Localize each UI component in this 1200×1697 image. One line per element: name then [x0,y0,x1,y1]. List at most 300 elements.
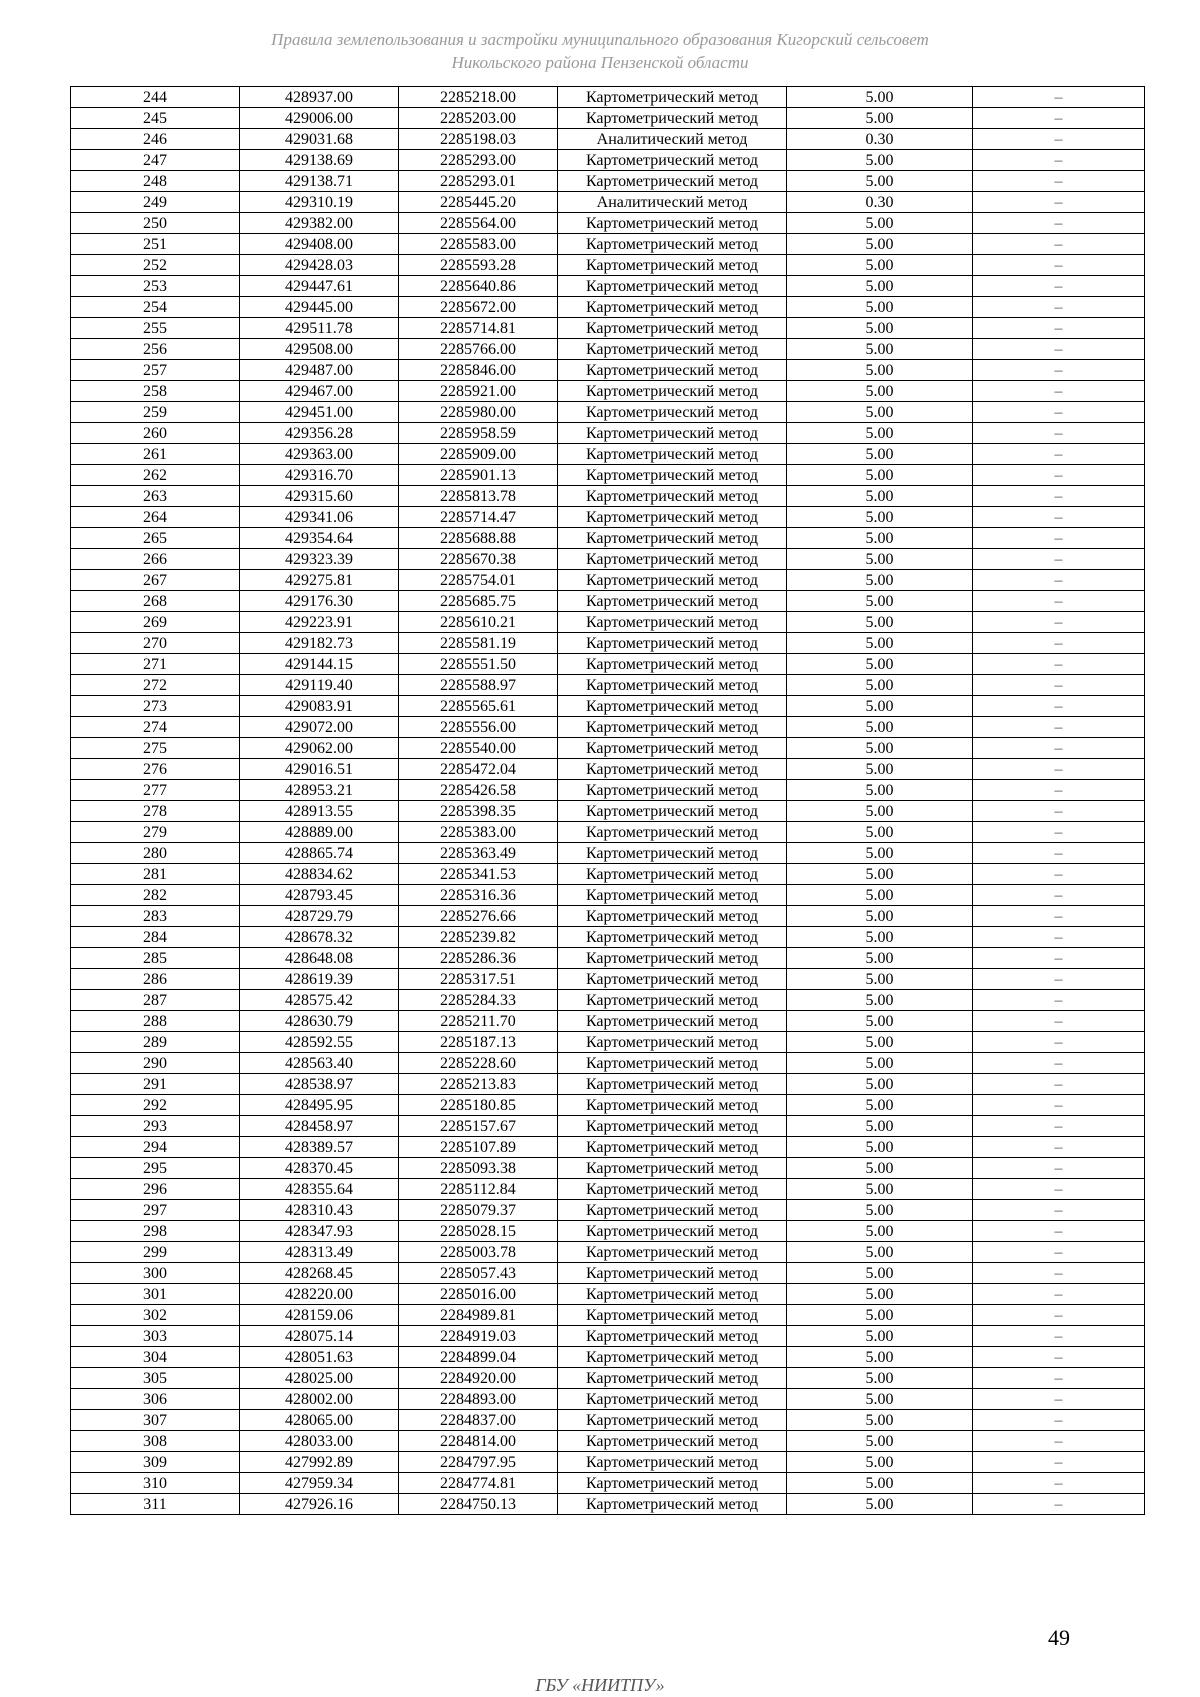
point-number-cell: 265 [71,528,240,549]
point-number-cell: 286 [71,969,240,990]
note-cell: – [973,486,1145,507]
x-coordinate-cell: 428953.21 [240,780,399,801]
method-cell: Картометрический метод [558,1389,787,1410]
x-coordinate-cell: 429119.40 [240,675,399,696]
point-number-cell: 260 [71,423,240,444]
table-row [71,591,1145,612]
x-coordinate-cell: 428913.55 [240,801,399,822]
accuracy-cell: 5.00 [787,1032,973,1053]
point-number-cell: 307 [71,1410,240,1431]
point-number-cell: 248 [71,171,240,192]
method-cell: Картометрический метод [558,1347,787,1368]
x-coordinate-cell: 429323.39 [240,549,399,570]
table-row [71,1263,1145,1284]
table-row [71,297,1145,318]
table-row [71,150,1145,171]
note-cell: – [973,150,1145,171]
point-number-cell: 254 [71,297,240,318]
accuracy-cell: 0.30 [787,129,973,150]
point-number-cell: 270 [71,633,240,654]
table-row [71,1221,1145,1242]
y-coordinate-cell: 2285445.20 [399,192,558,213]
note-cell: – [973,906,1145,927]
x-coordinate-cell: 428793.45 [240,885,399,906]
accuracy-cell: 5.00 [787,1494,973,1515]
note-cell: – [973,402,1145,423]
y-coordinate-cell: 2285564.00 [399,213,558,234]
note-cell: – [973,213,1145,234]
x-coordinate-cell: 428592.55 [240,1032,399,1053]
point-number-cell: 276 [71,759,240,780]
table-row [71,864,1145,885]
y-coordinate-cell: 2285228.60 [399,1053,558,1074]
table-row [71,339,1145,360]
point-number-cell: 264 [71,507,240,528]
y-coordinate-cell: 2285239.82 [399,927,558,948]
method-cell: Картометрический метод [558,591,787,612]
note-cell: – [973,129,1145,150]
note-cell: – [973,1326,1145,1347]
accuracy-cell: 5.00 [787,171,973,192]
method-cell: Картометрический метод [558,1221,787,1242]
point-number-cell: 302 [71,1305,240,1326]
point-number-cell: 251 [71,234,240,255]
x-coordinate-cell: 428729.79 [240,906,399,927]
method-cell: Картометрический метод [558,822,787,843]
method-cell: Картометрический метод [558,276,787,297]
table-row [71,549,1145,570]
method-cell: Картометрический метод [558,1158,787,1179]
accuracy-cell: 5.00 [787,381,973,402]
point-number-cell: 309 [71,1452,240,1473]
x-coordinate-cell: 428937.00 [240,87,399,108]
accuracy-cell: 5.00 [787,759,973,780]
note-cell: – [973,1263,1145,1284]
table-row [71,381,1145,402]
point-number-cell: 296 [71,1179,240,1200]
point-number-cell: 289 [71,1032,240,1053]
accuracy-cell: 5.00 [787,780,973,801]
accuracy-cell: 5.00 [787,549,973,570]
method-cell: Картометрический метод [558,1242,787,1263]
note-cell: – [973,108,1145,129]
table-row [71,1242,1145,1263]
method-cell: Картометрический метод [558,612,787,633]
method-cell: Картометрический метод [558,738,787,759]
table-row [71,1305,1145,1326]
accuracy-cell: 5.00 [787,1347,973,1368]
x-coordinate-cell: 428865.74 [240,843,399,864]
note-cell: – [973,570,1145,591]
point-number-cell: 304 [71,1347,240,1368]
method-cell: Картометрический метод [558,570,787,591]
accuracy-cell: 5.00 [787,1095,973,1116]
x-coordinate-cell: 428889.00 [240,822,399,843]
method-cell: Картометрический метод [558,297,787,318]
note-cell: – [973,822,1145,843]
point-number-cell: 305 [71,1368,240,1389]
note-cell: – [973,1011,1145,1032]
x-coordinate-cell: 428347.93 [240,1221,399,1242]
table-row [71,318,1145,339]
point-number-cell: 268 [71,591,240,612]
accuracy-cell: 5.00 [787,1200,973,1221]
x-coordinate-cell: 428458.97 [240,1116,399,1137]
note-cell: – [973,465,1145,486]
point-number-cell: 258 [71,381,240,402]
x-coordinate-cell: 429428.03 [240,255,399,276]
y-coordinate-cell: 2284989.81 [399,1305,558,1326]
x-coordinate-cell: 428575.42 [240,990,399,1011]
y-coordinate-cell: 2285588.97 [399,675,558,696]
accuracy-cell: 5.00 [787,297,973,318]
x-coordinate-cell: 429182.73 [240,633,399,654]
note-cell: – [973,1137,1145,1158]
table-row [71,465,1145,486]
accuracy-cell: 5.00 [787,1158,973,1179]
x-coordinate-cell: 427959.34 [240,1473,399,1494]
method-cell: Картометрический метод [558,1494,787,1515]
table-row [71,1158,1145,1179]
x-coordinate-cell: 429062.00 [240,738,399,759]
method-cell: Картометрический метод [558,675,787,696]
method-cell: Картометрический метод [558,717,787,738]
y-coordinate-cell: 2285316.36 [399,885,558,906]
y-coordinate-cell: 2284774.81 [399,1473,558,1494]
x-coordinate-cell: 429382.00 [240,213,399,234]
point-number-cell: 303 [71,1326,240,1347]
table-row [71,843,1145,864]
y-coordinate-cell: 2285670.38 [399,549,558,570]
x-coordinate-cell: 429275.81 [240,570,399,591]
note-cell: – [973,864,1145,885]
point-number-cell: 283 [71,906,240,927]
method-cell: Картометрический метод [558,1095,787,1116]
method-cell: Картометрический метод [558,1452,787,1473]
y-coordinate-cell: 2285581.19 [399,633,558,654]
table-row [71,780,1145,801]
method-cell: Картометрический метод [558,927,787,948]
point-number-cell: 300 [71,1263,240,1284]
note-cell: – [973,297,1145,318]
point-number-cell: 294 [71,1137,240,1158]
x-coordinate-cell: 429356.28 [240,423,399,444]
point-number-cell: 262 [71,465,240,486]
x-coordinate-cell: 427992.89 [240,1452,399,1473]
method-cell: Картометрический метод [558,1074,787,1095]
y-coordinate-cell: 2284797.95 [399,1452,558,1473]
y-coordinate-cell: 2285901.13 [399,465,558,486]
note-cell: – [973,591,1145,612]
y-coordinate-cell: 2285107.89 [399,1137,558,1158]
y-coordinate-cell: 2285341.53 [399,864,558,885]
x-coordinate-cell: 429467.00 [240,381,399,402]
accuracy-cell: 5.00 [787,738,973,759]
y-coordinate-cell: 2284920.00 [399,1368,558,1389]
x-coordinate-cell: 429138.71 [240,171,399,192]
point-number-cell: 246 [71,129,240,150]
accuracy-cell: 5.00 [787,1053,973,1074]
note-cell: – [973,696,1145,717]
point-number-cell: 267 [71,570,240,591]
table-row [71,612,1145,633]
table-row [71,1389,1145,1410]
note-cell: – [973,759,1145,780]
x-coordinate-cell: 428355.64 [240,1179,399,1200]
x-coordinate-cell: 428033.00 [240,1431,399,1452]
accuracy-cell: 5.00 [787,633,973,654]
note-cell: – [973,969,1145,990]
table-row [71,948,1145,969]
x-coordinate-cell: 429072.00 [240,717,399,738]
table-row [71,87,1145,108]
point-number-cell: 284 [71,927,240,948]
method-cell: Картометрический метод [558,1263,787,1284]
note-cell: – [973,948,1145,969]
note-cell: – [973,1200,1145,1221]
table-row [71,927,1145,948]
method-cell: Картометрический метод [558,1116,787,1137]
table-row [71,1200,1145,1221]
y-coordinate-cell: 2285610.21 [399,612,558,633]
x-coordinate-cell: 429316.70 [240,465,399,486]
y-coordinate-cell: 2285213.83 [399,1074,558,1095]
y-coordinate-cell: 2285640.86 [399,276,558,297]
y-coordinate-cell: 2285813.78 [399,486,558,507]
accuracy-cell: 5.00 [787,234,973,255]
table-row [71,255,1145,276]
table-row [71,444,1145,465]
method-cell: Картометрический метод [558,549,787,570]
method-cell: Картометрический метод [558,1032,787,1053]
table-row [71,528,1145,549]
note-cell: – [973,528,1145,549]
note-cell: – [973,1494,1145,1515]
note-cell: – [973,1053,1145,1074]
accuracy-cell: 5.00 [787,528,973,549]
x-coordinate-cell: 429016.51 [240,759,399,780]
x-coordinate-cell: 429511.78 [240,318,399,339]
y-coordinate-cell: 2285286.36 [399,948,558,969]
table-row [71,717,1145,738]
method-cell: Картометрический метод [558,780,787,801]
point-number-cell: 261 [71,444,240,465]
coordinates-table [70,86,1145,1515]
table-row [71,696,1145,717]
accuracy-cell: 5.00 [787,843,973,864]
y-coordinate-cell: 2285472.04 [399,759,558,780]
accuracy-cell: 5.00 [787,360,973,381]
accuracy-cell: 5.00 [787,1389,973,1410]
note-cell: – [973,1368,1145,1389]
table-row [71,675,1145,696]
y-coordinate-cell: 2285028.15 [399,1221,558,1242]
table-row [71,108,1145,129]
table-row [71,486,1145,507]
method-cell: Картометрический метод [558,1137,787,1158]
method-cell: Аналитический метод [558,192,787,213]
x-coordinate-cell: 428538.97 [240,1074,399,1095]
coordinates-table-body [71,87,1145,1515]
accuracy-cell: 5.00 [787,1326,973,1347]
note-cell: – [973,1158,1145,1179]
method-cell: Картометрический метод [558,1053,787,1074]
y-coordinate-cell: 2284919.03 [399,1326,558,1347]
note-cell: – [973,87,1145,108]
accuracy-cell: 5.00 [787,465,973,486]
x-coordinate-cell: 429445.00 [240,297,399,318]
y-coordinate-cell: 2285754.01 [399,570,558,591]
table-row [71,1452,1145,1473]
method-cell: Картометрический метод [558,444,787,465]
note-cell: – [973,444,1145,465]
table-row [71,1368,1145,1389]
point-number-cell: 282 [71,885,240,906]
point-number-cell: 301 [71,1284,240,1305]
method-cell: Картометрический метод [558,1431,787,1452]
table-row [71,1431,1145,1452]
method-cell: Картометрический метод [558,969,787,990]
table-row [71,129,1145,150]
method-cell: Картометрический метод [558,171,787,192]
point-number-cell: 269 [71,612,240,633]
x-coordinate-cell: 429408.00 [240,234,399,255]
point-number-cell: 285 [71,948,240,969]
table-row [71,990,1145,1011]
accuracy-cell: 5.00 [787,507,973,528]
note-cell: – [973,234,1145,255]
y-coordinate-cell: 2285003.78 [399,1242,558,1263]
table-row [71,507,1145,528]
y-coordinate-cell: 2285293.00 [399,150,558,171]
point-number-cell: 271 [71,654,240,675]
accuracy-cell: 5.00 [787,1242,973,1263]
point-number-cell: 259 [71,402,240,423]
note-cell: – [973,171,1145,192]
accuracy-cell: 5.00 [787,591,973,612]
note-cell: – [973,507,1145,528]
note-cell: – [973,549,1145,570]
method-cell: Картометрический метод [558,87,787,108]
y-coordinate-cell: 2285112.84 [399,1179,558,1200]
point-number-cell: 278 [71,801,240,822]
point-number-cell: 293 [71,1116,240,1137]
y-coordinate-cell: 2285556.00 [399,717,558,738]
note-cell: – [973,318,1145,339]
table-row [71,1011,1145,1032]
note-cell: – [973,738,1145,759]
table-row [71,969,1145,990]
table-row [71,1326,1145,1347]
y-coordinate-cell: 2285187.13 [399,1032,558,1053]
y-coordinate-cell: 2285958.59 [399,423,558,444]
table-row [71,633,1145,654]
y-coordinate-cell: 2285909.00 [399,444,558,465]
accuracy-cell: 5.00 [787,906,973,927]
note-cell: – [973,801,1145,822]
table-row [71,906,1145,927]
method-cell: Картометрический метод [558,465,787,486]
table-row [71,738,1145,759]
header-line-2: Никольского района Пензенской области [451,53,749,72]
point-number-cell: 295 [71,1158,240,1179]
page-header [0,28,1200,74]
note-cell: – [973,1410,1145,1431]
table-row [71,1095,1145,1116]
point-number-cell: 306 [71,1389,240,1410]
point-number-cell: 290 [71,1053,240,1074]
point-number-cell: 257 [71,360,240,381]
note-cell: – [973,1284,1145,1305]
method-cell: Картометрический метод [558,1284,787,1305]
accuracy-cell: 5.00 [787,255,973,276]
table-row [71,1032,1145,1053]
table-row [71,759,1145,780]
y-coordinate-cell: 2285672.00 [399,297,558,318]
method-cell: Картометрический метод [558,108,787,129]
accuracy-cell: 5.00 [787,318,973,339]
note-cell: – [973,1032,1145,1053]
method-cell: Картометрический метод [558,801,787,822]
y-coordinate-cell: 2285685.75 [399,591,558,612]
point-number-cell: 288 [71,1011,240,1032]
note-cell: – [973,1473,1145,1494]
point-number-cell: 277 [71,780,240,801]
accuracy-cell: 5.00 [787,1284,973,1305]
note-cell: – [973,885,1145,906]
note-cell: – [973,192,1145,213]
x-coordinate-cell: 429315.60 [240,486,399,507]
y-coordinate-cell: 2285551.50 [399,654,558,675]
accuracy-cell: 0.30 [787,192,973,213]
page-number: 49 [1048,1625,1070,1650]
method-cell: Картометрический метод [558,759,787,780]
method-cell: Картометрический метод [558,1200,787,1221]
table-row [71,234,1145,255]
y-coordinate-cell: 2285540.00 [399,738,558,759]
table-row [71,822,1145,843]
method-cell: Картометрический метод [558,843,787,864]
point-number-cell: 252 [71,255,240,276]
note-cell: – [973,339,1145,360]
y-coordinate-cell: 2285921.00 [399,381,558,402]
point-number-cell: 245 [71,108,240,129]
y-coordinate-cell: 2285293.01 [399,171,558,192]
point-number-cell: 272 [71,675,240,696]
table-row [71,276,1145,297]
x-coordinate-cell: 428648.08 [240,948,399,969]
note-cell: – [973,1305,1145,1326]
x-coordinate-cell: 428563.40 [240,1053,399,1074]
table-row [71,402,1145,423]
point-number-cell: 263 [71,486,240,507]
note-cell: – [973,927,1145,948]
y-coordinate-cell: 2285583.00 [399,234,558,255]
x-coordinate-cell: 428268.45 [240,1263,399,1284]
page-footer: ГБУ «НИИТПУ» [535,1675,665,1695]
x-coordinate-cell: 428370.45 [240,1158,399,1179]
accuracy-cell: 5.00 [787,654,973,675]
x-coordinate-cell: 428065.00 [240,1410,399,1431]
note-cell: – [973,633,1145,654]
y-coordinate-cell: 2285317.51 [399,969,558,990]
x-coordinate-cell: 428310.43 [240,1200,399,1221]
point-number-cell: 297 [71,1200,240,1221]
x-coordinate-cell: 429508.00 [240,339,399,360]
y-coordinate-cell: 2285218.00 [399,87,558,108]
point-number-cell: 274 [71,717,240,738]
x-coordinate-cell: 429341.06 [240,507,399,528]
